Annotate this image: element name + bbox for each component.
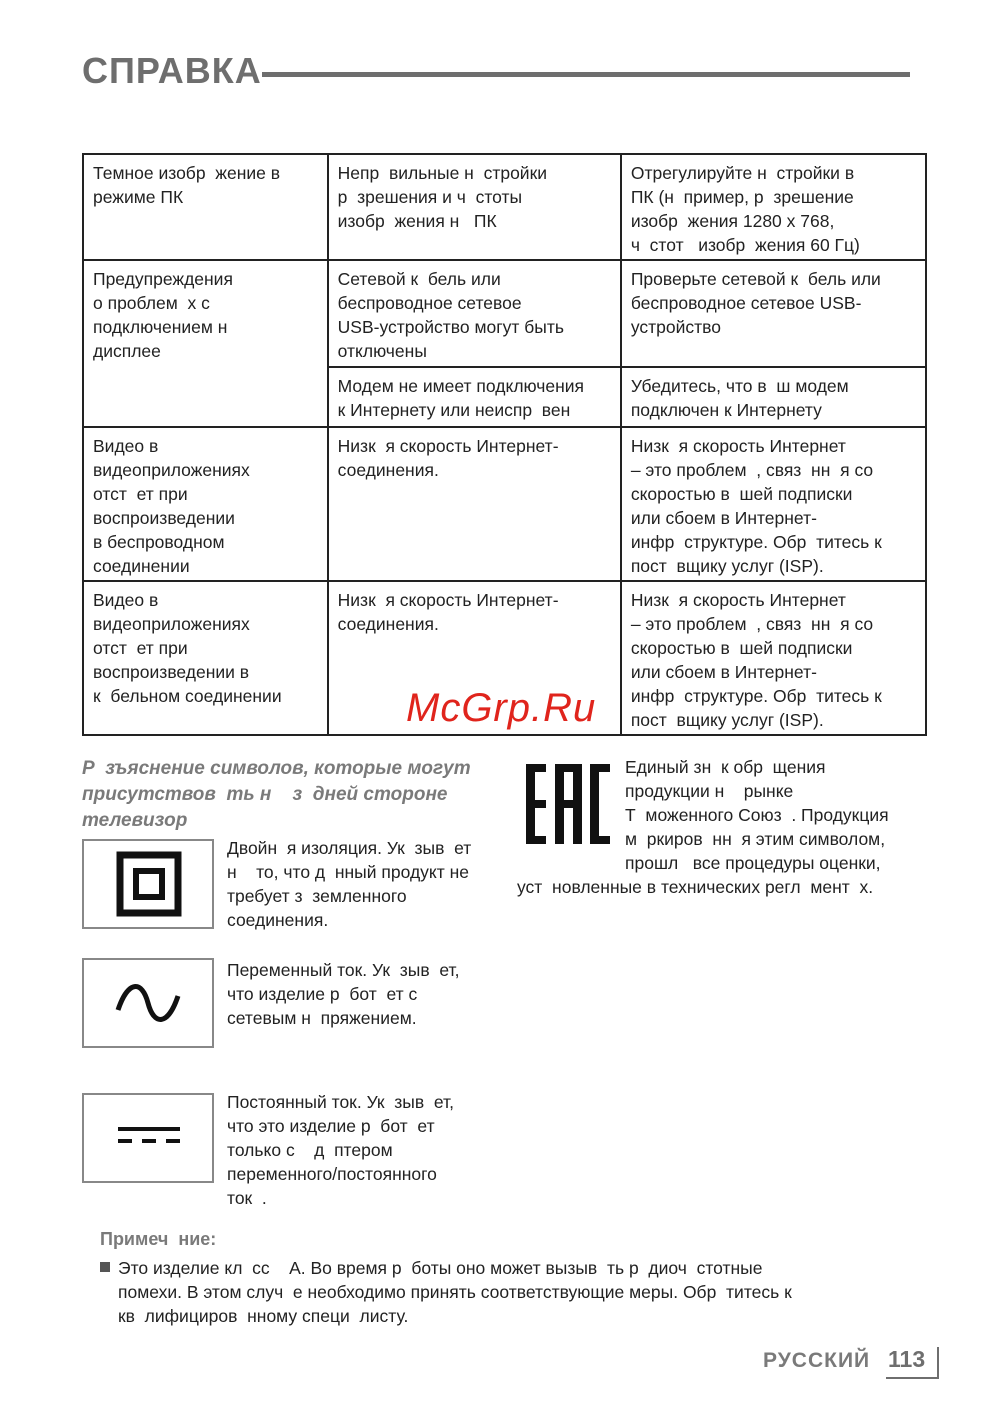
- page-number-rule: [937, 1347, 939, 1379]
- table-cell: Проверьте сетевой к бель или беспроводное сетевое USB- устройство: [621, 260, 926, 367]
- footer-language: РУССКИЙ: [763, 1349, 871, 1372]
- table-cell: Видео в видеоприложениях отст ет при воспроизведении в к бельном соединении: [83, 581, 328, 735]
- page-title: СПРАВКА: [82, 50, 262, 91]
- ac-text: Переменный ток. Ук зыв ет, что изделие р бот ет с сетевым н пряжением.: [227, 960, 460, 1028]
- note-heading: Примеч ние:: [100, 1229, 217, 1249]
- eac-text-last: уст новленные в технических регл мент х.: [517, 877, 874, 897]
- table-cell: Низк я скорость Интернет- соединения.: [328, 427, 621, 581]
- table-cell: Убедитесь, что в ш модем подключен к Интернету: [621, 367, 926, 427]
- table-cell: Предупреждения о проблем х с подключением н дисплее: [83, 260, 328, 427]
- table-cell: Темное изобр жение в режиме ПК: [83, 154, 328, 260]
- table-row: [83, 260, 926, 367]
- eac-logo-icon: [526, 764, 610, 851]
- page-number-underline: [886, 1377, 939, 1379]
- dc-icon: [82, 1093, 214, 1183]
- title-rule: [262, 72, 910, 77]
- double-insulation-icon: [82, 839, 214, 929]
- table-cell: Низк я скорость Интернет- соединения.: [328, 581, 621, 735]
- table-cell: Модем не имеет подключения к Интернету или неиспр вен: [328, 367, 621, 427]
- troubleshooting-table: [82, 153, 927, 736]
- table-cell: Видео в видеоприложениях отст ет при воспроизведении в беспроводном соединении: [83, 427, 328, 581]
- table-cell: Низк я скорость Интернет – это проблем , связ нн я со скоростью в шей подписки или сбоем в Интернет- инфр структуре. Обр титесь к пост вщику услуг (ISP).: [621, 581, 926, 735]
- watermark: McGrp.Ru: [406, 686, 597, 730]
- dc-text: Постоянный ток. Ук зыв ет, что это изделие р бот ет только с д птером переменного/постоянного ток .: [227, 1092, 454, 1208]
- bullet-icon: [100, 1262, 110, 1272]
- ac-icon: [82, 958, 214, 1048]
- table-cell: Непр вильные н стройки р зрешения и ч стоты изобр жения н ПК: [328, 154, 621, 260]
- table-cell: Низк я скорость Интернет – это проблем , связ нн я со скоростью в шей подписки или сбоем в Интернет- инфр структуре. Обр титесь к пост вщику услуг (ISP).: [621, 427, 926, 581]
- eac-text: Единый зн к обр щения продукции н рынке Т моженного Союз . Продукция м ркиров нн я этим символом, прошл все процедуры оценки,: [625, 757, 889, 873]
- page-number: 113: [888, 1346, 926, 1372]
- note-text: Это изделие кл сс А. Во время р боты оно может вызыв ть р диоч стотные помехи. В этом случ е необходимо принять соответствующие меры. Обр титесь к кв лифициров нному специ листу.: [118, 1258, 792, 1326]
- symbols-heading: Р зъяснение символов, которые могут присутствов ть н з дней стороне телевизор: [82, 758, 471, 831]
- table-row: [83, 427, 926, 581]
- table-cell: Отрегулируйте н стройки в ПК (н пример, р зрешение изобр жения 1280 x 768, ч стот изобр жения 60 Гц): [621, 154, 926, 260]
- table-row: [83, 154, 926, 260]
- table-cell: Сетевой к бель или беспроводное сетевое USB-устройство могут быть отключены: [328, 260, 621, 367]
- double-insulation-text: Двойн я изоляция. Ук зыв ет н то, что д нный продукт не требует з земленного соединения.: [227, 838, 472, 930]
